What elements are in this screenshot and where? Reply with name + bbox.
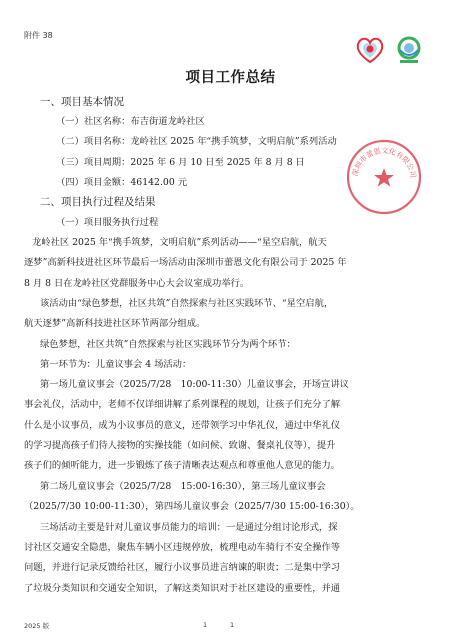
company-seal-stamp <box>345 138 423 216</box>
body-line: （2025/7/30 10:00-11:30），第四场儿童议事会（2025/7/30 15:00-16:30）。 <box>24 501 360 512</box>
footer-page-current: 1 <box>203 621 208 629</box>
project-amount-line: （四）项目金额：46142.00 元 <box>56 177 187 188</box>
body-line: 事会礼仪，活动中，老师不仅详细讲解了系列课程的规划，让孩子们充分了解 <box>24 399 341 410</box>
organization-logos <box>354 34 436 66</box>
body-line: 了垃圾分类知识和交通安全知识，了解这类知识对于社区建设的重要性，并通 <box>24 583 341 594</box>
body-line: 的学习提高孩子们待人接物的实操技能（如问候、致谢、餐桌礼仪等），提升 <box>24 440 336 451</box>
body-line: 第一场儿童议事会（2025/7/28 10:00-11:30）儿童议事会，开场宣讲议 <box>40 379 349 390</box>
project-name-line: （二）项目名称：龙岭社区 2025 年“携手筑梦，文明启航”系列活动 <box>56 136 337 147</box>
community-name-line: （一）社区名称：布吉街道龙岭社区 <box>56 116 205 127</box>
body-line: 龙岭社区 2025 年“携手筑梦，文明启航”系列活动——“星空启航，航天 <box>32 237 327 248</box>
document-title: 项目工作总结 <box>185 70 276 86</box>
project-period-line: （三）项目周期：2025 年 6 月 10 日至 2025 年 8 月 8 日 <box>56 157 305 168</box>
footer-page-total: 1 <box>230 621 235 629</box>
footer-version: 2025 版 <box>24 622 50 630</box>
body-line: 讨社区交通安全隐患，聚焦车辆小区违规停放，梳理电动车骑行不安全操作等 <box>24 542 341 553</box>
body-line: 孩子们的倾听能力，进一步锻炼了孩子清晰表达观点和尊重他人意见的能力。 <box>24 460 341 471</box>
attachment-label: 附件 38 <box>24 31 53 40</box>
section-heading-1: 一、项目基本情况 <box>40 96 124 108</box>
community-logo-icon <box>399 38 419 63</box>
body-line: 逐梦”高新科技进社区环节最后一场活动由深圳市蕾恩文化有限公司于 2025 年 <box>24 257 347 268</box>
seal-text: 深圳市蕾恩文化有限公司 <box>350 145 419 179</box>
body-line: 什么是小议事员，成为小议事员的意义，还带领学习中华礼仪，通过中华礼仪 <box>24 420 341 431</box>
seal-star-icon <box>374 168 394 187</box>
section-heading-2: 二、项目执行过程及结果 <box>40 196 156 208</box>
body-line: 该活动由“绿色梦想，社区共筑”自然探索与社区实践环节、“星空启航， <box>40 298 334 309</box>
body-line: 绿色梦想，社区共筑”自然探索与社区实践环节分为两个环节： <box>40 339 296 350</box>
body-line: 8 月 8 日在龙岭社区党群服务中心大会议室成功举行。 <box>24 278 250 289</box>
party-heart-logo-icon <box>358 39 382 62</box>
body-line: 第二场儿童议事会（2025/7/28 15:00-16:30），第三场儿童议事会 <box>40 481 326 492</box>
body-line: 三场活动主要是针对儿童议事员能力的培训：一是通过分组讨论形式，探 <box>40 522 338 533</box>
subsection-heading: （一）项目服务执行过程 <box>56 217 159 228</box>
body-line: 航天逐梦”高新科技进社区环节两部分组成。 <box>24 318 206 329</box>
body-line: 问题，并进行记录反馈给社区，履行小议事员进言纳谏的职责；二是集中学习 <box>24 562 341 573</box>
body-line: 第一环节为：儿童议事会 4 场活动： <box>40 359 192 370</box>
